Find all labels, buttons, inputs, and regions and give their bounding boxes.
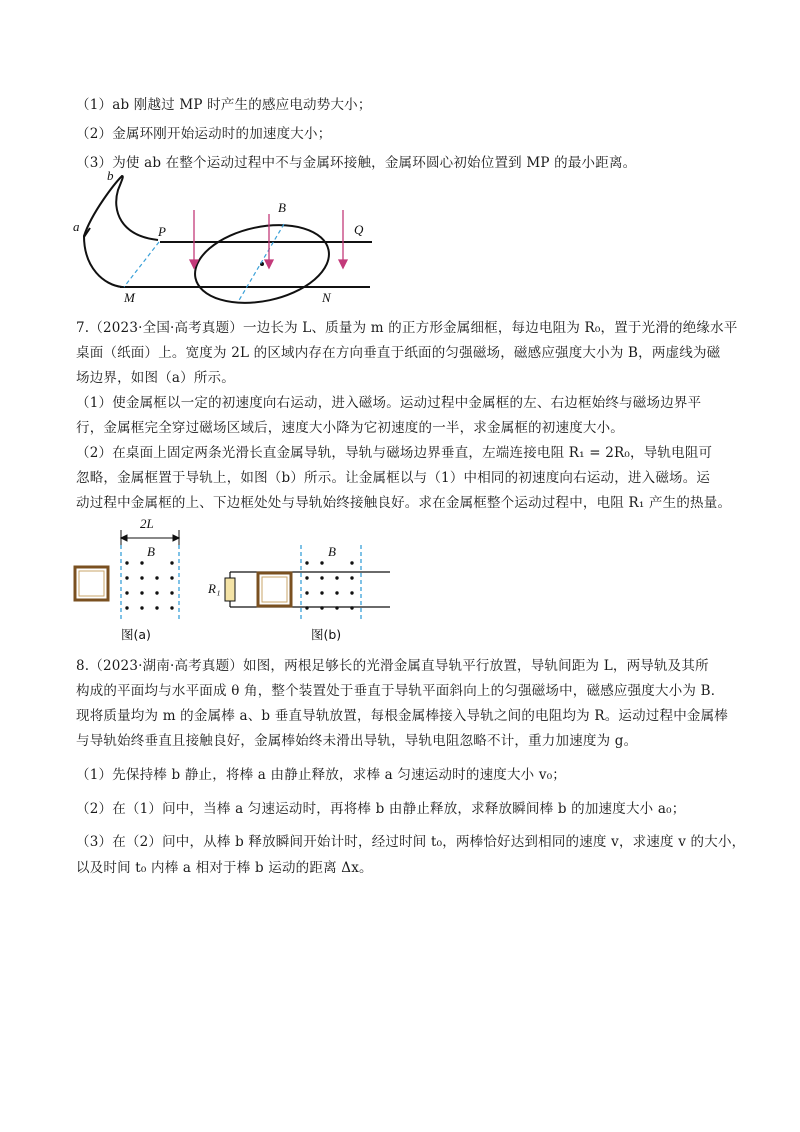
problem7-line: 7.（2023·全国·高考真题）一边长为 L、质量为 m 的正方形金属细框，每边电阻为 R₀，置于光滑的绝缘水平 — [76, 320, 738, 336]
problem7-line: 忽略，金属框置于导轨上，如图（b）所示。让金属框以与（1）中相同的初速度向右运动，进入磁场。运 — [76, 470, 711, 486]
label-b: b — [107, 168, 114, 183]
problem8-line: 8.（2023·湖南·高考真题）如图，两根足够长的光滑金属直导轨平行放置，导轨间距为 L，两导轨及其所 — [76, 658, 709, 674]
problem8-line: 与导轨始终垂直且接触良好，金属棒始终未滑出导轨，导轨电阻忽略不计，重力加速度为 g。 — [76, 733, 638, 749]
label-2L: 2L — [140, 516, 154, 531]
label-R1: R₁ — [208, 581, 221, 596]
label-Q: Q — [354, 222, 364, 237]
problem6-part2: （2）金属环刚开始运动时的加速度大小； — [76, 126, 332, 142]
caption-a: 图(a) — [121, 627, 151, 642]
problem8-line: （2）在（1）问中，当棒 a 匀速运动时，再将棒 b 由静止释放，求释放瞬间棒 b 的加速度大小 a₀； — [76, 801, 686, 817]
field-dots-b — [305, 561, 353, 609]
problem8-line: 构成的平面均与水平面成 θ 角，整个装置处于垂直于导轨平面斜向上的匀强磁场中，磁感应强度大小为 B． — [76, 683, 725, 699]
metal-frame-b — [258, 573, 291, 606]
field-dots-a — [125, 561, 173, 609]
resistor-R1 — [225, 578, 235, 601]
problem8-line: 现将质量均为 m 的金属棒 a、b 垂直导轨放置，每根金属棒接入导轨之间的电阻均为 R。运动过程中金属棒 — [76, 708, 729, 724]
problem6-part1: （1）ab 刚越过 MP 时产生的感应电动势大小； — [76, 97, 372, 113]
label-a: a — [73, 219, 80, 234]
metal-frame-a — [75, 567, 108, 600]
problem7-line: 行，金属框完全穿过磁场区域后，速度大小降为它初速度的一半，求金属框的初速度大小。 — [76, 420, 624, 436]
label-B-b: B — [328, 544, 336, 559]
problem8-line: （1）先保持棒 b 静止，将棒 a 由静止释放，求棒 a 匀速运动时的速度大小 v₀； — [76, 767, 567, 783]
problem7-line: （2）在桌面上固定两条光滑长直金属导轨，导轨与磁场边界垂直，左端连接电阻 R₁ = 2R₀，导轨电阻可 — [76, 445, 713, 461]
label-N: N — [322, 290, 331, 305]
label-B-a: B — [147, 544, 155, 559]
problem8-line: 以及时间 t₀ 内棒 a 相对于棒 b 运动的距离 Δx。 — [76, 860, 373, 876]
problem7-line: 动过程中金属框的上、下边框处处与导轨始终接触良好。求在金属框整个运动过程中，电阻 R₁ 产生的热量。 — [76, 495, 732, 511]
problem7-line: （1）使金属框以一定的初速度向右运动，进入磁场。运动过程中金属框的左、右边框始终与磁场边界平 — [76, 395, 702, 411]
label-B: B — [278, 200, 286, 215]
problem8-line: （3）在（2）问中，从棒 b 释放瞬间开始计时，经过时间 t₀，两棒恰好达到相同的速度 v，求速度 v 的大小， — [76, 834, 746, 850]
problem7-line: 场边界，如图（a）所示。 — [76, 370, 235, 386]
label-M: M — [124, 290, 135, 305]
problem7-line: 桌面（纸面）上。宽度为 2L 的区域内存在方向垂直于纸面的匀强磁场，磁感应强度大小为 B，两虚线为磁 — [76, 345, 721, 361]
label-P: P — [158, 224, 166, 239]
problem6-part3: （3）为使 ab 在整个运动过程中不与金属环接触，金属环圆心初始位置到 MP 的最小距离。 — [76, 155, 637, 171]
caption-b: 图(b) — [311, 627, 342, 642]
